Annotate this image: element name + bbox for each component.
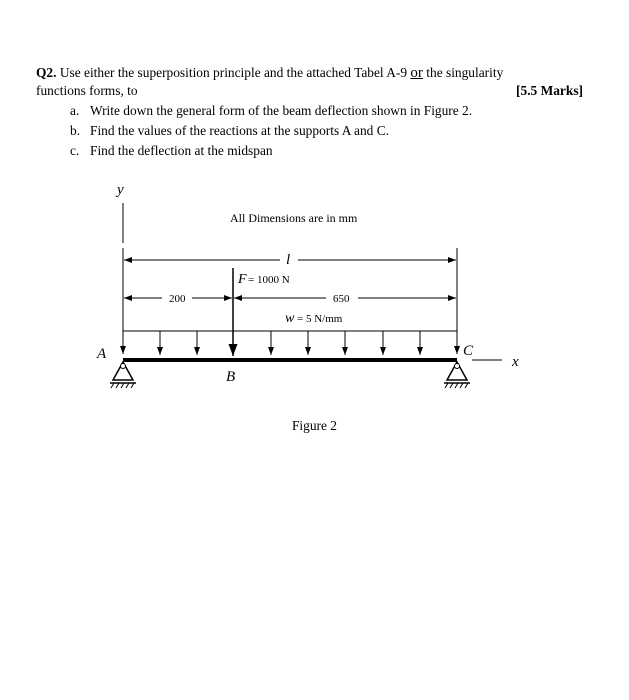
- sub-question-text: Find the deflection at the midspan: [90, 143, 273, 158]
- distributed-load-arrows: [160, 331, 420, 355]
- force-label: F: [238, 272, 247, 287]
- question-number: Q2.: [36, 65, 57, 80]
- question-line2-text: functions forms, to: [36, 83, 138, 98]
- load-label: w: [285, 311, 295, 326]
- point-b-label: B: [226, 369, 236, 385]
- y-axis-label: y: [117, 182, 124, 198]
- support-c: [444, 362, 470, 388]
- x-axis-label: x: [512, 354, 519, 370]
- support-a: [110, 362, 136, 388]
- question-line1-tail: the singularity: [426, 65, 504, 80]
- support-c-label: C: [463, 343, 474, 359]
- question-or: or: [410, 65, 423, 81]
- figure-caption: Figure 2: [291, 418, 337, 433]
- dimensions-note: All Dimensions are in mm: [230, 211, 358, 225]
- question-line1: Use either the superposition principle and the attached Tabel A-9: [59, 65, 408, 80]
- length-label: l: [286, 252, 291, 268]
- dimension-650-label: 650: [333, 293, 350, 305]
- dimension-200-label: 200: [169, 293, 186, 305]
- support-a-label: A: [97, 346, 107, 362]
- sub-question-text: Write down the general form of the beam deflection shown in Figure 2.: [90, 103, 473, 118]
- load-value: = 5 N/mm: [297, 313, 343, 325]
- sub-question-letter: c.: [70, 143, 80, 158]
- sub-question-letter: a.: [70, 103, 80, 118]
- sub-question-letter: b.: [70, 123, 81, 138]
- force-value: = 1000 N: [248, 274, 290, 286]
- marks-label: [5.5 Marks]: [516, 83, 583, 98]
- sub-question-text: Find the values of the reactions at the supports A and C.: [90, 123, 390, 138]
